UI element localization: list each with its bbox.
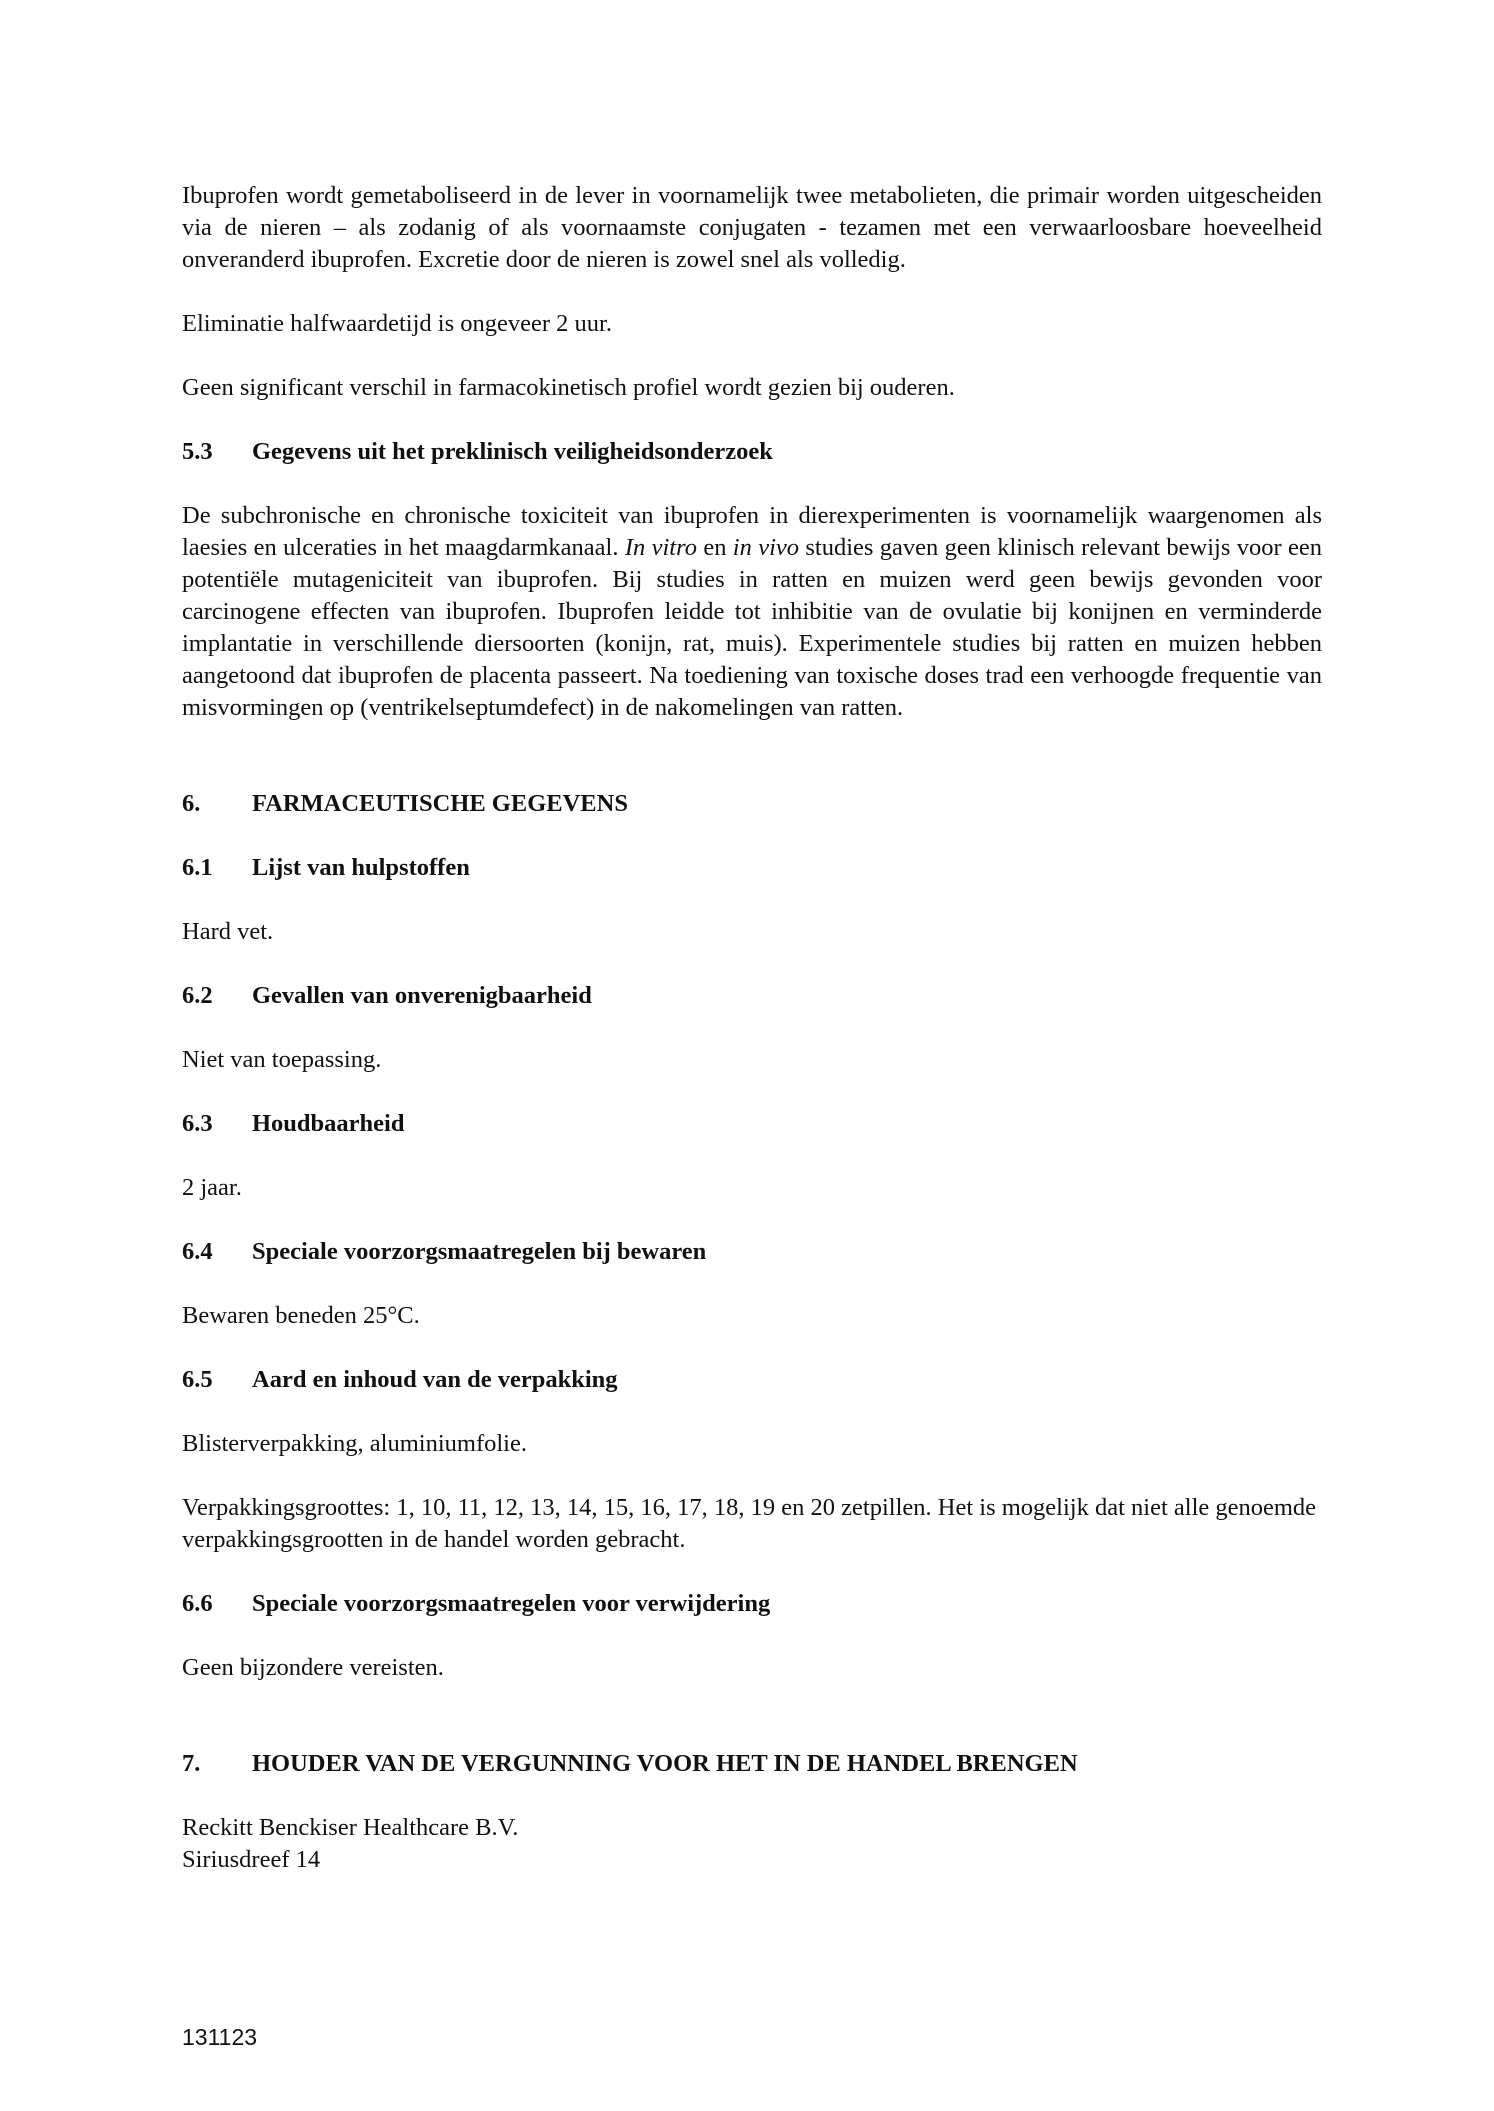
section-number: 6.4 (182, 1238, 213, 1265)
in-vitro-term: In vitro (624, 534, 697, 561)
elderly-paragraph: Geen significant verschil in farmacokinetisch profiel wordt gezien bij ouderen. (182, 374, 955, 401)
section-number: 6.3 (182, 1110, 213, 1137)
section-number: 7. (182, 1750, 201, 1777)
excipients-paragraph: Hard vet. (182, 918, 274, 945)
section-number: 6. (182, 790, 201, 817)
in-vivo-term: in vivo (732, 534, 800, 561)
shelf-life-paragraph: 2 jaar. (182, 1174, 242, 1201)
section-number: 6.6 (182, 1590, 213, 1617)
half-life-paragraph: Eliminatie halfwaardetijd is ongeveer 2 uur. (182, 310, 612, 337)
section-heading-6-5 (182, 1364, 1322, 1396)
section-heading-6-4 (182, 1236, 1322, 1268)
section-heading-6-2 (182, 980, 1322, 1012)
section-number: 6.1 (182, 854, 213, 881)
section-number: 5.3 (182, 438, 213, 465)
section-heading-6 (182, 788, 1322, 820)
preclinical-text-c: studies gaven geen klinisch relevant bewijs voor een potentiële mutageniciteit van ibuprofen. Bij studies in ratten en muizen werd geen bewijs gevonden voor carcinogene effecten van ibuprofen. Ibuprofen leidde tot inhibitie van de ovulatie bij konijnen en verminderde implantatie in verschillende diersoorten (konijn, rat, muis). Experimentele studies bij ratten en muizen hebben aangetoond dat ibuprofen de placenta passeert. Na toediening van toxische doses trad een verhoogde frequentie van misvormingen op (ventrikelseptumdefect) in de nakomelingen van ratten. (182, 534, 1322, 721)
address-line: Siriusdreef 14 (182, 1846, 321, 1873)
section-title: Speciale voorzorgsmaatregelen voor verwijdering (252, 1590, 771, 1617)
section-heading-7 (182, 1748, 1322, 1780)
incompatibilities-paragraph: Niet van toepassing. (182, 1046, 382, 1073)
section-heading-5-3 (182, 436, 1322, 468)
section-title: FARMACEUTISCHE GEGEVENS (252, 790, 628, 817)
footer-code: 131123 (182, 2024, 258, 2050)
section-title: Speciale voorzorgsmaatregelen bij bewaren (252, 1238, 707, 1265)
section-title: Aard en inhoud van de verpakking (252, 1366, 618, 1393)
section-heading-6-6 (182, 1588, 1322, 1620)
preclinical-paragraph (182, 500, 1322, 724)
holder-address (182, 1812, 1322, 1876)
section-title: Gegevens uit het preklinisch veiligheidsonderzoek (252, 438, 773, 465)
document-page (182, 180, 1322, 1876)
preclinical-text-a: De subchronische en chronische toxiciteit van ibuprofen in dierexperimenten is voornamelijk waargenomen als laesies en ulceraties in het maagdarmkanaal. (182, 502, 1322, 561)
section-number: 6.2 (182, 982, 213, 1009)
section-number: 6.5 (182, 1366, 213, 1393)
disposal-paragraph: Geen bijzondere vereisten. (182, 1654, 444, 1681)
section-title: Houdbaarheid (252, 1110, 405, 1137)
storage-paragraph: Bewaren beneden 25°C. (182, 1302, 420, 1329)
section-title: Lijst van hulpstoffen (252, 854, 470, 881)
preclinical-text-b: en (696, 534, 733, 561)
section-heading-6-1 (182, 852, 1322, 884)
pack-sizes-paragraph: Verpakkingsgroottes: 1, 10, 11, 12, 13, 14, 15, 16, 17, 18, 19 en 20 zetpillen. Het is mogelijk dat niet alle genoemde verpakkingsgrootten in de handel worden gebracht. (182, 1494, 1317, 1553)
section-heading-6-3 (182, 1108, 1322, 1140)
section-title: Gevallen van onverenigbaarheid (252, 982, 592, 1009)
address-line: Reckitt Benckiser Healthcare B.V. (182, 1814, 519, 1841)
container-paragraph: Blisterverpakking, aluminiumfolie. (182, 1430, 527, 1457)
section-title: HOUDER VAN DE VERGUNNING VOOR HET IN DE HANDEL BRENGEN (252, 1750, 1078, 1777)
metabolism-paragraph: Ibuprofen wordt gemetaboliseerd in de lever in voornamelijk twee metabolieten, die primair worden uitgescheiden via de nieren – als zodanig of als voornaamste conjugaten - tezamen met een verwaarloosbare hoeveelheid onveranderd ibuprofen. Excretie door de nieren is zowel snel als volledig. (182, 182, 1322, 273)
